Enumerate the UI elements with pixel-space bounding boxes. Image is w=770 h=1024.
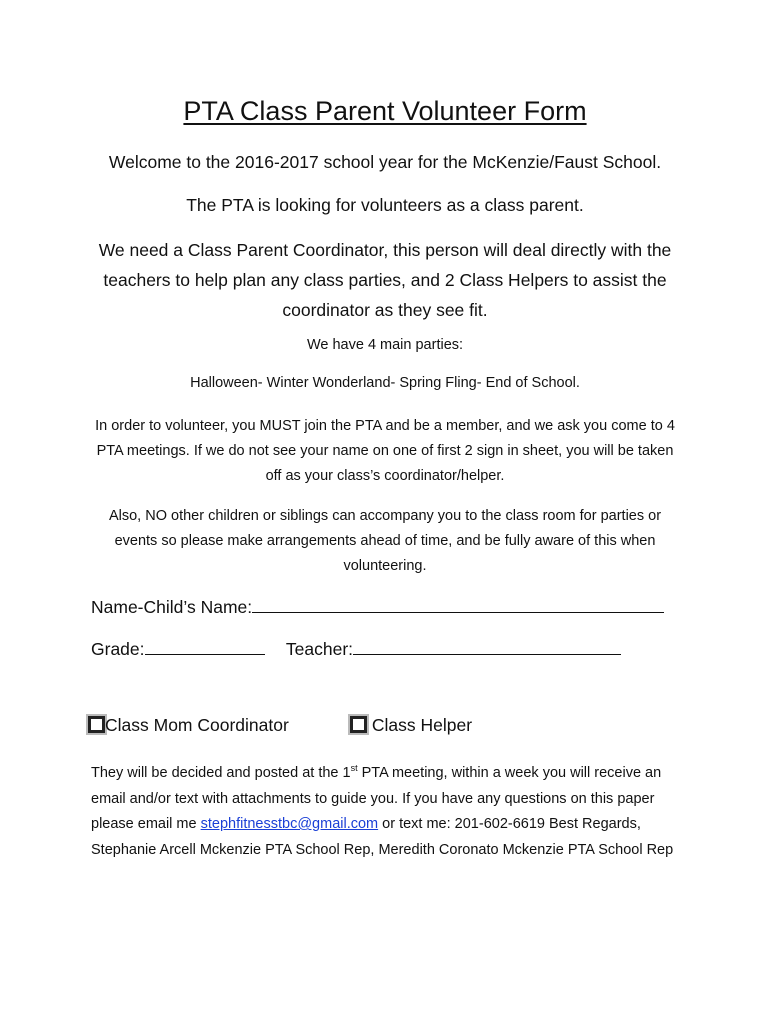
no-siblings-notice-text: Also, NO other children or siblings can accompany you to the class room for parties or events so please make arrangements ahead of time, and be fully aware of this when volunteering. (108, 508, 662, 574)
coordinator-need-text: We need a Class Parent Coordinator, this person will deal directly with the teachers to help plan any class parties, and 2 Class Helpers to assist the coordinator as they see fit. (98, 240, 672, 320)
looking-text: The PTA is looking for volunteers as a class parent. (186, 195, 584, 215)
parties-list-text: Halloween- Winter Wonderland- Spring Fling- End of School. (190, 375, 580, 391)
welcome-text: Welcome to the 2016-2017 school year for the McKenzie/Faust School. (108, 152, 662, 172)
footer-text-part3: or text me: 201-602-6619 Best Regards, Stephanie Arcell Mckenzie PTA School Rep, Meredith Coronato Mckenzie PTA School Rep (91, 816, 674, 858)
role-options (88, 715, 473, 736)
child-name-label: Name-Child’s Name: (91, 597, 253, 617)
child-name-field (91, 594, 664, 618)
coordinator-option-label: Class Mom Coordinator (105, 715, 289, 735)
grade-blank[interactable] (145, 636, 265, 655)
parties-intro-text: We have 4 main parties: (306, 337, 464, 353)
child-name-blank[interactable] (252, 594, 664, 613)
grade-label: Grade: (91, 639, 145, 659)
footer-instructions (91, 761, 691, 863)
helper-option-label: Class Helper (371, 715, 473, 735)
helper-checkbox[interactable] (350, 716, 367, 733)
helper-option (350, 715, 472, 736)
teacher-blank[interactable] (353, 636, 621, 655)
coordinator-checkbox[interactable] (88, 716, 105, 733)
contact-email-link[interactable]: stephfitnesstbc@gmail.com (200, 816, 379, 832)
grade-teacher-field (91, 636, 621, 660)
form-title: PTA Class Parent Volunteer Form (183, 96, 587, 126)
footer-text-part2: PTA meeting, within a week you will receive an email and/or text with attachments to guide you. If you have any questions on this paper please email me (91, 765, 662, 832)
membership-requirement-text: In order to volunteer, you MUST join the PTA and be a member, and we ask you come to 4 PTA meetings. If we do not see your name on one of first 2 sign in sheet, you will be taken off as your class’s coordinator/helper. (95, 418, 675, 484)
teacher-label: Teacher: (285, 639, 354, 659)
footer-text-part1: They will be decided and posted at the 1 (91, 765, 351, 781)
footer-ordinal: st (350, 763, 358, 773)
